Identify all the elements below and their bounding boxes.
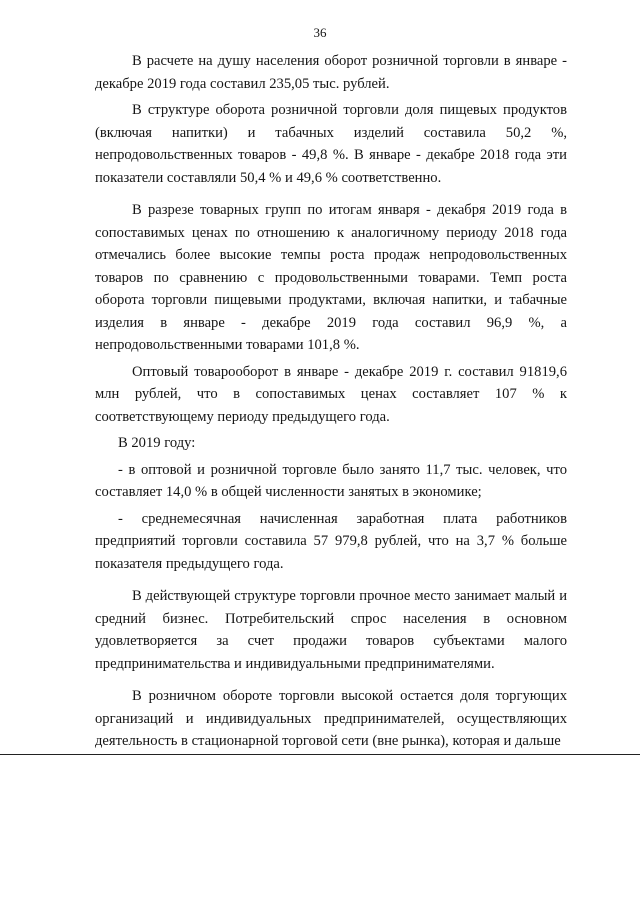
document-body: [95, 50, 567, 753]
paragraph-product-groups: В разрезе товарных групп по итогам января - декабря 2019 года в сопоставимых ценах по отношению к аналогичному периоду 2018 года отмечались более высокие темпы роста продаж непродовольственных товаров по сравнению с продовольственными товарами. Темп роста оборота торговли пищевыми продуктами, включая напитки, и табачные изделия в январе - декабре 2019 года составил 96,9 %, а непродовольственными товарами 101,8 %.: [95, 202, 567, 353]
paragraph-turnover-structure: В структуре оборота розничной торговли доля пищевых продуктов (включая напитки) и табачных изделий составила 50,2 %, непродовольственных товаров - 49,8 %. В январе - декабре 2018 года эти показатели составляли 50,4 % и 49,6 % соответственно.: [95, 102, 567, 186]
paragraph-per-capita-turnover: В расчете на душу населения оборот розничной торговли в январе - декабре 2019 года составил 235,05 тыс. рублей.: [95, 53, 567, 92]
page-footer-rule: [0, 754, 640, 755]
paragraph-retail-share: В розничном обороте торговли высокой остается доля торгующих организаций и индивидуальных предпринимателей, осуществляющих деятельность в стационарной торговой сети (вне рынка), которая и дальше: [95, 688, 567, 749]
paragraph-year-intro: В 2019 году:: [118, 435, 196, 451]
paragraph-average-salary: - среднемесячная начисленная заработная плата работников предприятий торговли составила 57 979,8 рублей, что на 3,7 % больше показателя предыдущего года.: [95, 510, 567, 572]
paragraph-wholesale-turnover: Оптовый товарооборот в январе - декабре 2019 г. составил 91819,6 млн рублей, что в сопоставимых ценах составляет 107 % к соответствующему периоду предыдущего года.: [95, 363, 567, 425]
paragraph-employment: - в оптовой и розничной торговле было занято 11,7 тыс. человек, что составляет 14,0 % в общей численности занятых в экономике;: [95, 461, 567, 500]
paragraph-small-business: В действующей структуре торговли прочное место занимает малый и средний бизнес. Потребительский спрос населения в основном удовлетворяется за счет продажи товаров субъектами малого предпринимательства и индивидуальными предпринимателями.: [95, 588, 567, 672]
page-number: 36: [313, 25, 327, 40]
